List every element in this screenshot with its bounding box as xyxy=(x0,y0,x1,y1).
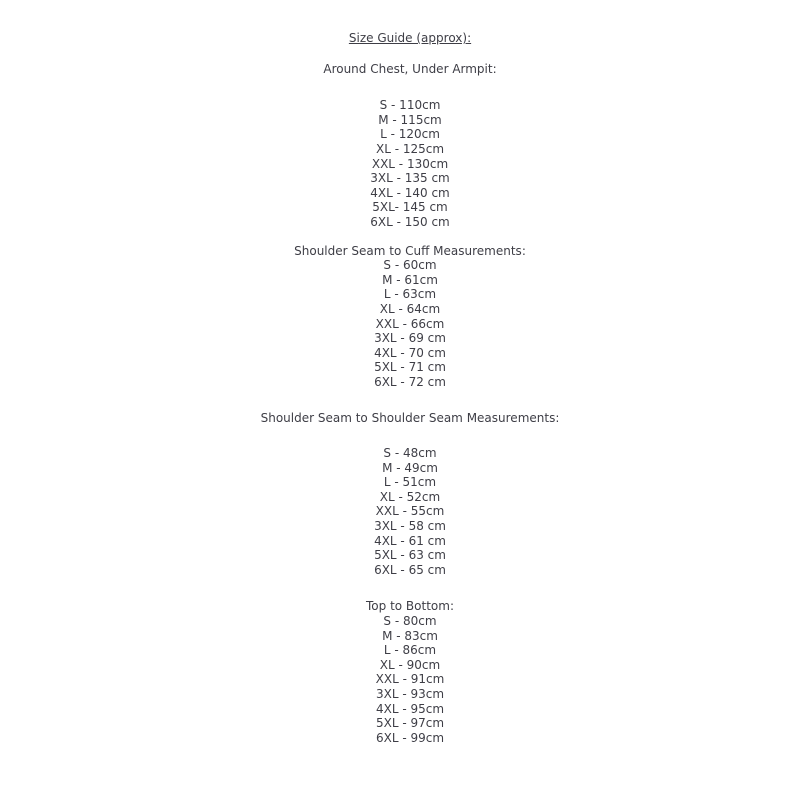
size-line: XL - 52cm xyxy=(379,489,441,504)
size-line: S - 60cm xyxy=(383,258,437,273)
size-line: M - 115cm xyxy=(378,112,442,127)
section-shoulder-to-cuff xyxy=(20,244,800,390)
size-line: XL - 125cm xyxy=(375,141,445,156)
size-line: XXL - 91cm xyxy=(375,672,445,687)
size-line: M - 61cm xyxy=(382,272,438,287)
size-line: 5XL- 145 cm xyxy=(372,200,448,215)
size-list-shoulder-to-shoulder xyxy=(20,446,800,577)
section-header-around-chest: Around Chest, Under Armpit: xyxy=(323,61,497,76)
size-list-shoulder-to-cuff xyxy=(20,258,800,389)
section-header-shoulder-to-shoulder: Shoulder Seam to Shoulder Seam Measurements: xyxy=(260,411,560,426)
size-list-around-chest xyxy=(20,98,800,229)
size-line: L - 86cm xyxy=(383,643,437,658)
size-line: 3XL - 93cm xyxy=(375,686,445,701)
section-top-to-bottom xyxy=(20,599,800,745)
size-line: 4XL - 61 cm xyxy=(374,533,446,548)
size-line: 6XL - 99cm xyxy=(375,730,445,745)
size-line: XL - 90cm xyxy=(379,657,441,672)
size-line: XXL - 130cm xyxy=(371,156,449,171)
size-line: M - 49cm xyxy=(382,460,438,475)
size-line: XXL - 66cm xyxy=(375,316,445,331)
size-line: L - 51cm xyxy=(383,475,437,490)
size-line: S - 80cm xyxy=(383,614,437,628)
size-line: 5XL - 63 cm xyxy=(374,548,446,563)
size-line: XL - 64cm xyxy=(379,301,441,316)
size-line: 6XL - 65 cm xyxy=(374,562,446,577)
section-header-top-to-bottom: Top to Bottom: xyxy=(366,599,454,614)
size-line: 6XL - 150 cm xyxy=(370,214,450,229)
size-guide-title: Size Guide (approx): xyxy=(348,31,472,45)
size-line: S - 110cm xyxy=(379,98,441,113)
size-line: 4XL - 140 cm xyxy=(370,185,450,200)
size-line: 5XL - 71 cm xyxy=(374,360,446,375)
size-line: 4XL - 95cm xyxy=(375,701,445,716)
size-guide-document xyxy=(20,0,800,745)
size-line: M - 83cm xyxy=(382,628,438,643)
size-line: 6XL - 72 cm xyxy=(374,374,446,389)
size-line: 3XL - 135 cm xyxy=(370,171,450,186)
size-line: 4XL - 70 cm xyxy=(374,345,446,360)
size-line: 5XL - 97cm xyxy=(375,716,445,731)
size-line: 3XL - 58 cm xyxy=(374,519,446,534)
size-line: XXL - 55cm xyxy=(375,504,445,519)
section-header-shoulder-to-cuff: Shoulder Seam to Cuff Measurements: xyxy=(294,243,526,258)
size-line: 3XL - 69 cm xyxy=(374,331,446,346)
size-line: L - 63cm xyxy=(383,287,437,302)
size-line: S - 48cm xyxy=(383,446,437,461)
size-list-top-to-bottom xyxy=(20,614,800,745)
size-line: L - 120cm xyxy=(380,127,440,142)
